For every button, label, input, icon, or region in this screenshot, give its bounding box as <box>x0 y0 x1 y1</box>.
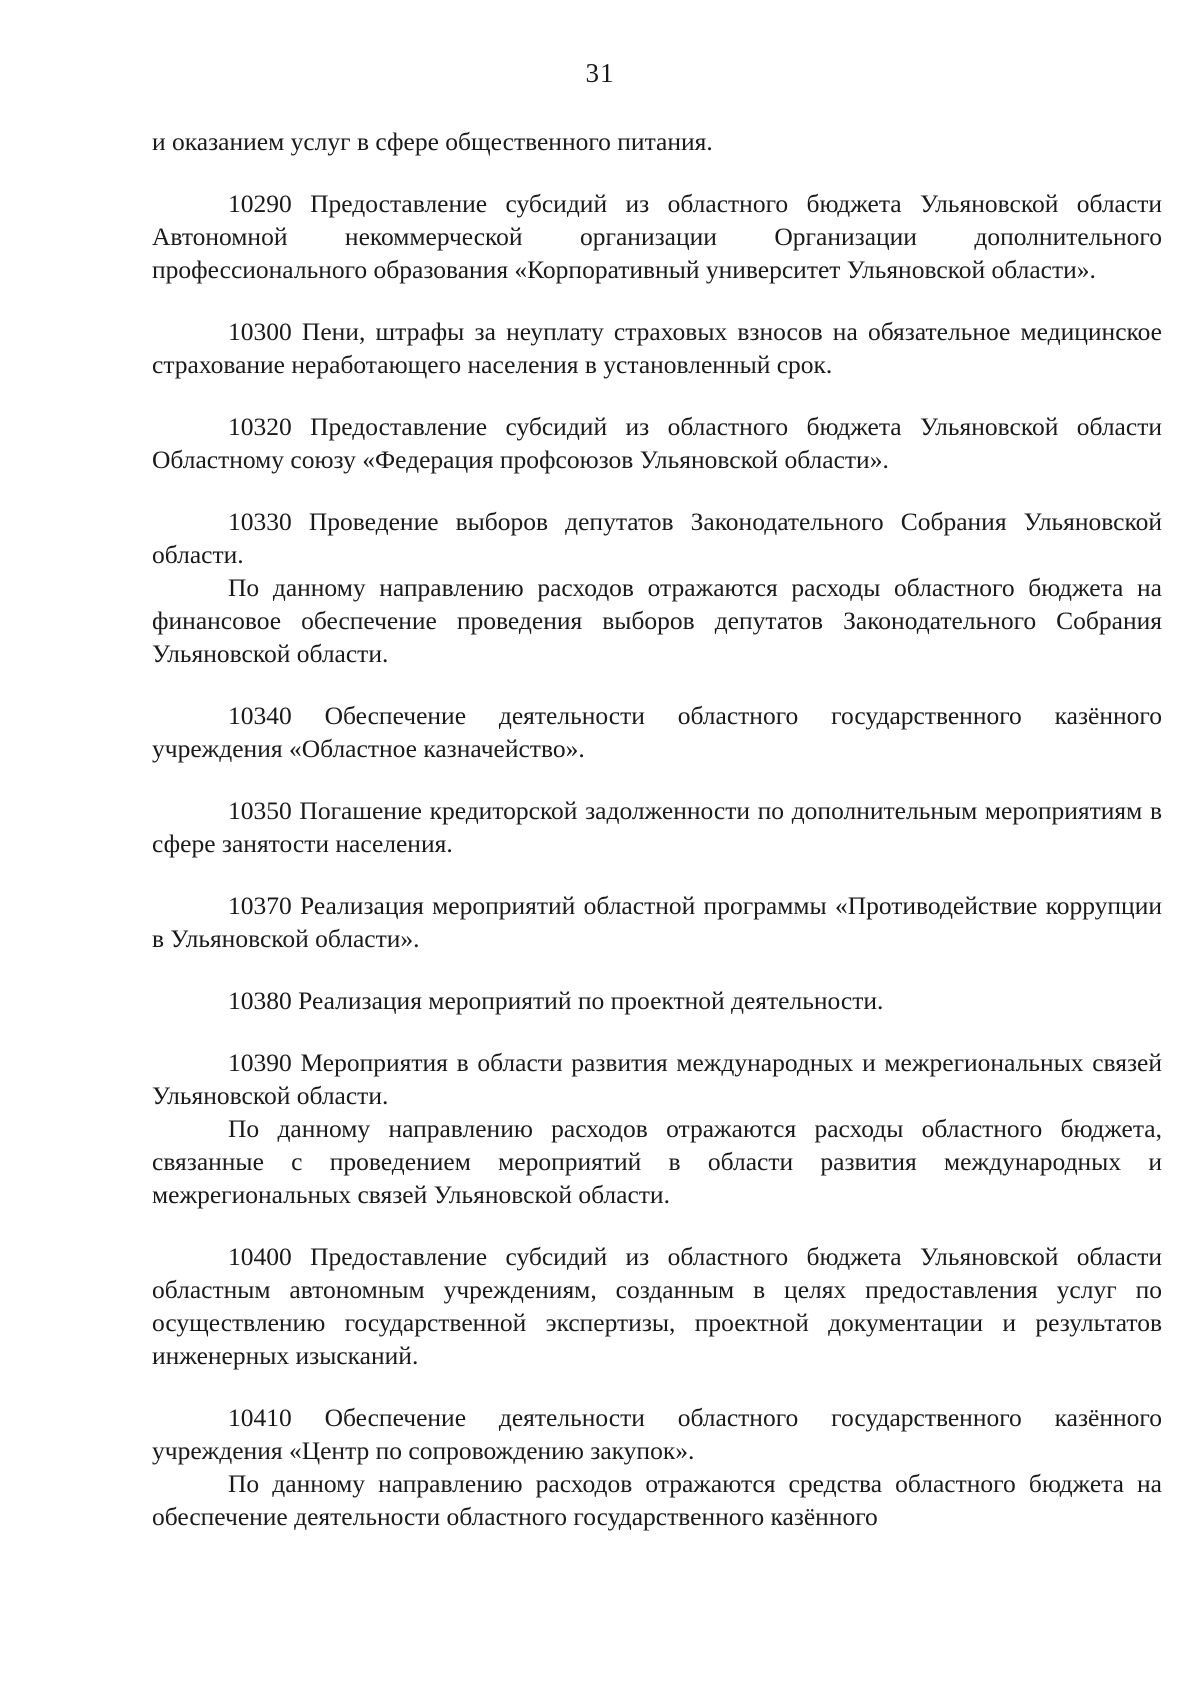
paragraph-10390: 10390 Мероприятия в области развития международных и межрегиональных связей Ульяновской области. <box>152 1048 1162 1110</box>
paragraph-10410-description: По данному направлению расходов отражаются средства областного бюджета на обеспечение деятельности областного государственного казённого <box>152 1469 1162 1531</box>
paragraph-10410: 10410 Обеспечение деятельности областного государственного казённого учреждения «Центр по сопровождению закупок». <box>152 1403 1162 1465</box>
paragraph-10380: 10380 Реализация мероприятий по проектной деятельности. <box>228 986 884 1015</box>
paragraph-10400: 10400 Предоставление субсидий из областного бюджета Ульяновской области областным автономным учреждениям, созданным в целях предоставления услуг по осуществлению государственной экспертизы, проектной документации и результатов инженерных изысканий. <box>152 1242 1162 1370</box>
page-number: 31 <box>585 58 615 88</box>
paragraph-10390-description: По данному направлению расходов отражаются расходы областного бюджета, связанные с проведением мероприятий в области развития международных и межрегиональных связей Ульяновской области. <box>152 1114 1162 1209</box>
paragraph-10350: 10350 Погашение кредиторской задолженности по дополнительным мероприятиям в сфере занятости населения. <box>152 796 1162 858</box>
paragraph-10330-description: По данному направлению расходов отражаются расходы областного бюджета на финансовое обеспечение проведения выборов депутатов Законодательного Собрания Ульяновской области. <box>152 573 1162 668</box>
paragraph-continuation: и оказанием услуг в сфере общественного питания. <box>152 127 713 156</box>
document-body <box>152 125 1162 1533</box>
paragraph-10330: 10330 Проведение выборов депутатов Законодательного Собрания Ульяновской области. <box>152 507 1162 569</box>
paragraph-10320: 10320 Предоставление субсидий из областного бюджета Ульяновской области Областному союзу «Федерация профсоюзов Ульяновской области». <box>152 412 1162 474</box>
paragraph-10300: 10300 Пени, штрафы за неуплату страховых взносов на обязательное медицинское страхование неработающего населения в установленный срок. <box>152 317 1162 379</box>
paragraph-10340: 10340 Обеспечение деятельности областного государственного казённого учреждения «Областное казначейство». <box>152 701 1162 763</box>
paragraph-10370: 10370 Реализация мероприятий областной программы «Противодействие коррупции в Ульяновской области». <box>152 891 1162 953</box>
paragraph-10290: 10290 Предоставление субсидий из областного бюджета Ульяновской области Автономной некоммерческой организации Организации дополнительного профессионального образования «Корпоративный университет Ульяновской области». <box>152 189 1162 284</box>
